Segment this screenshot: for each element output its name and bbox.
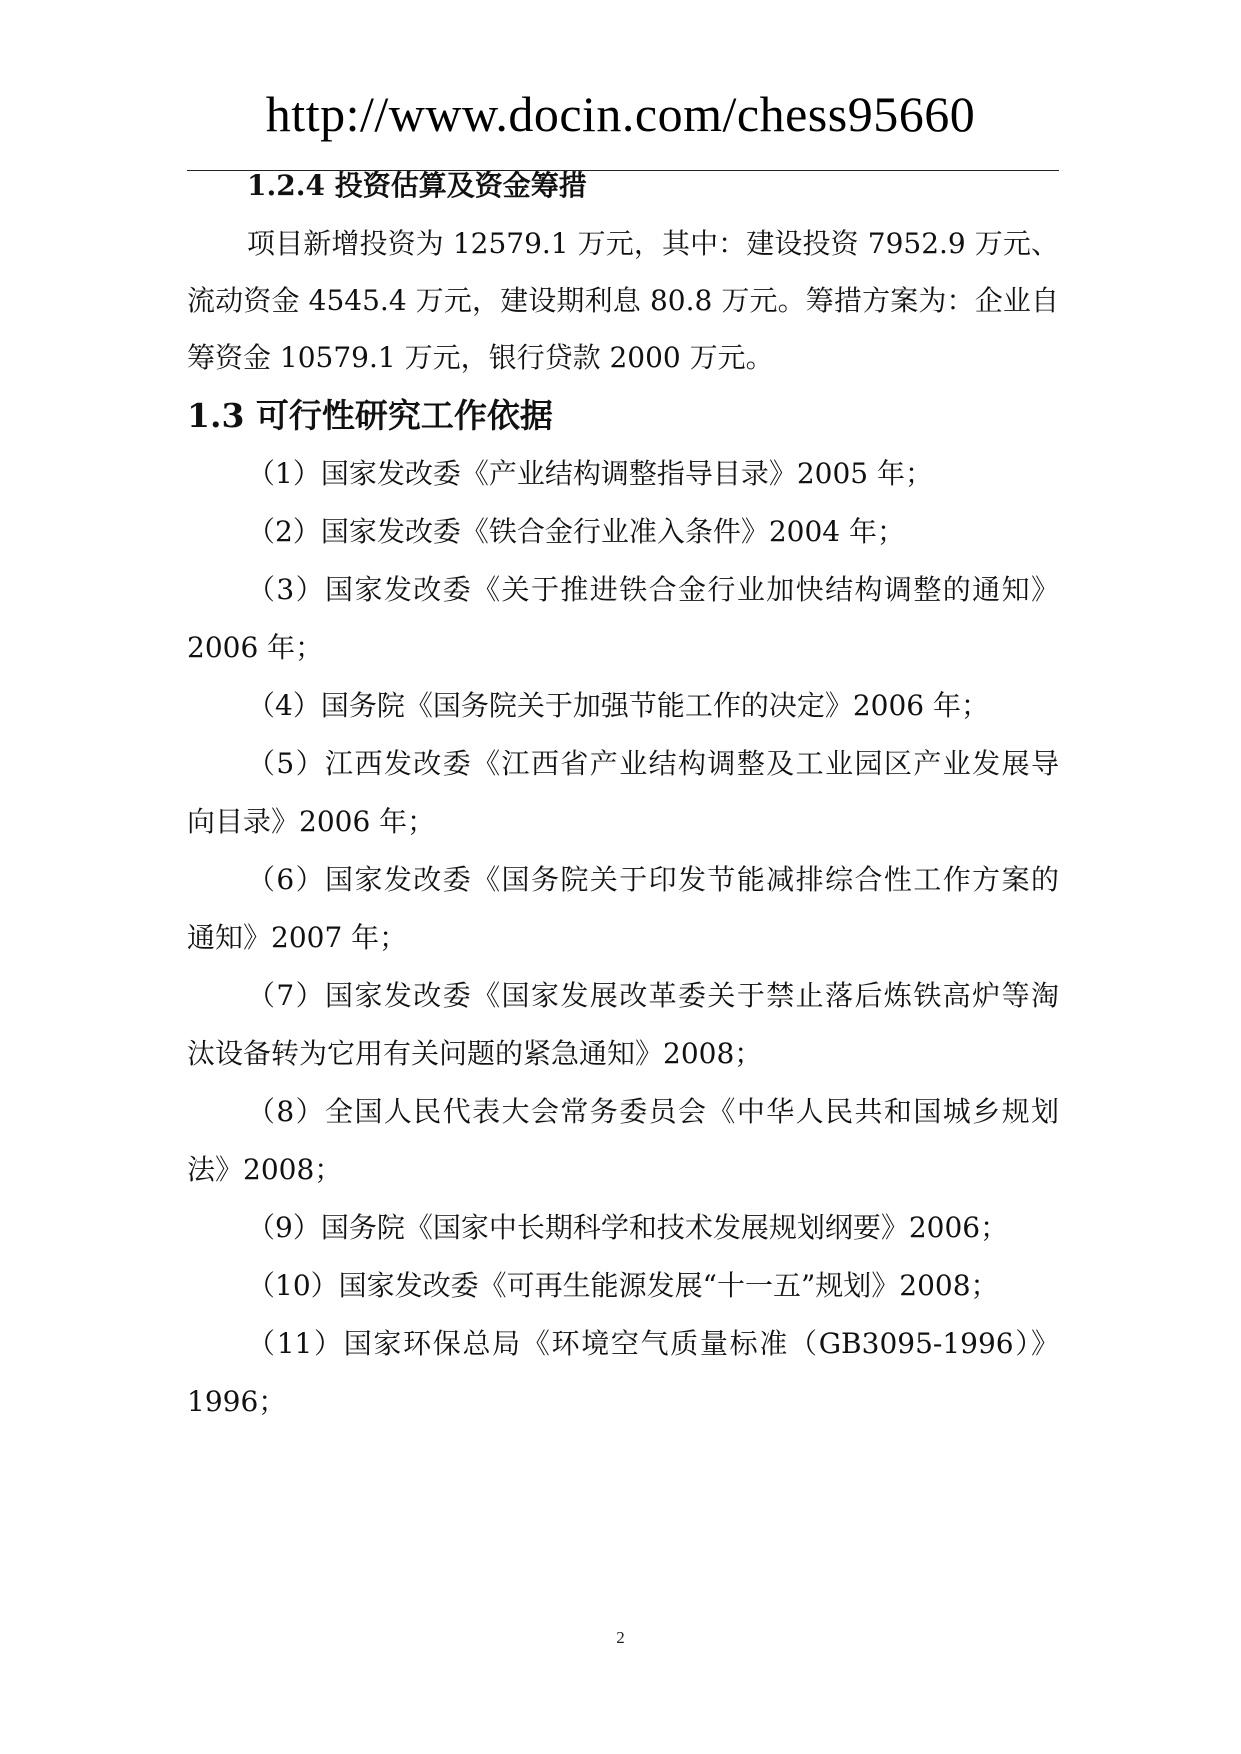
list-item: （3）国家发改委《关于推进铁合金行业加快结构调整的通知》: [247, 573, 1059, 606]
list-item: （4）国务院《国务院关于加强节能工作的决定》2006 年；: [247, 689, 989, 722]
list-item: （1）国家发改委《产业结构调整指导目录》2005 年；: [247, 457, 933, 490]
page-number: 2: [616, 1628, 625, 1647]
list-item: （9）国务院《国家中长期科学和技术发展规划纲要》2006；: [247, 1211, 1009, 1244]
paragraph-line: 筹资金 10579.1 万元，银行贷款 2000 万元。: [187, 341, 774, 374]
list-item: （2）国家发改委《铁合金行业准入条件》2004 年；: [247, 515, 905, 548]
list-item: （10）国家发改委《可再生能源发展“十一五”规划》2008；: [247, 1269, 999, 1302]
header-url: http://www.docin.com/chess95660: [265, 86, 976, 142]
list-item: （7）国家发改委《国家发展改革委关于禁止落后炼铁高炉等淘: [247, 979, 1059, 1012]
list-item-continuation: 2006 年；: [187, 631, 324, 664]
list-item-continuation: 汰设备转为它用有关问题的紧急通知》2008；: [187, 1037, 763, 1070]
list-item-continuation: 1996；: [187, 1385, 287, 1418]
list-item: （11）国家环保总局《环境空气质量标准（GB3095-1996）》: [247, 1327, 1059, 1360]
list-item: （8）全国人民代表大会常务委员会《中华人民共和国城乡规划: [247, 1095, 1059, 1128]
list-item-continuation: 法》2008；: [187, 1153, 343, 1186]
list-item-continuation: 向目录》2006 年；: [187, 805, 436, 838]
section-1-2-4-heading: 1.2.4 投资估算及资金筹措: [247, 169, 587, 202]
section-1-3-heading: 1.3 可行性研究工作依据: [187, 396, 553, 435]
paragraph-line: 流动资金 4545.4 万元，建设期利息 80.8 万元。筹措方案为：企业自: [187, 284, 1059, 317]
list-item: （6）国家发改委《国务院关于印发节能减排综合性工作方案的: [247, 863, 1059, 896]
list-item: （5）江西发改委《江西省产业结构调整及工业园区产业发展导: [247, 747, 1059, 780]
list-item-continuation: 通知》2007 年；: [187, 921, 408, 954]
paragraph-line: 项目新增投资为 12579.1 万元，其中：建设投资 7952.9 万元、: [247, 227, 1059, 260]
